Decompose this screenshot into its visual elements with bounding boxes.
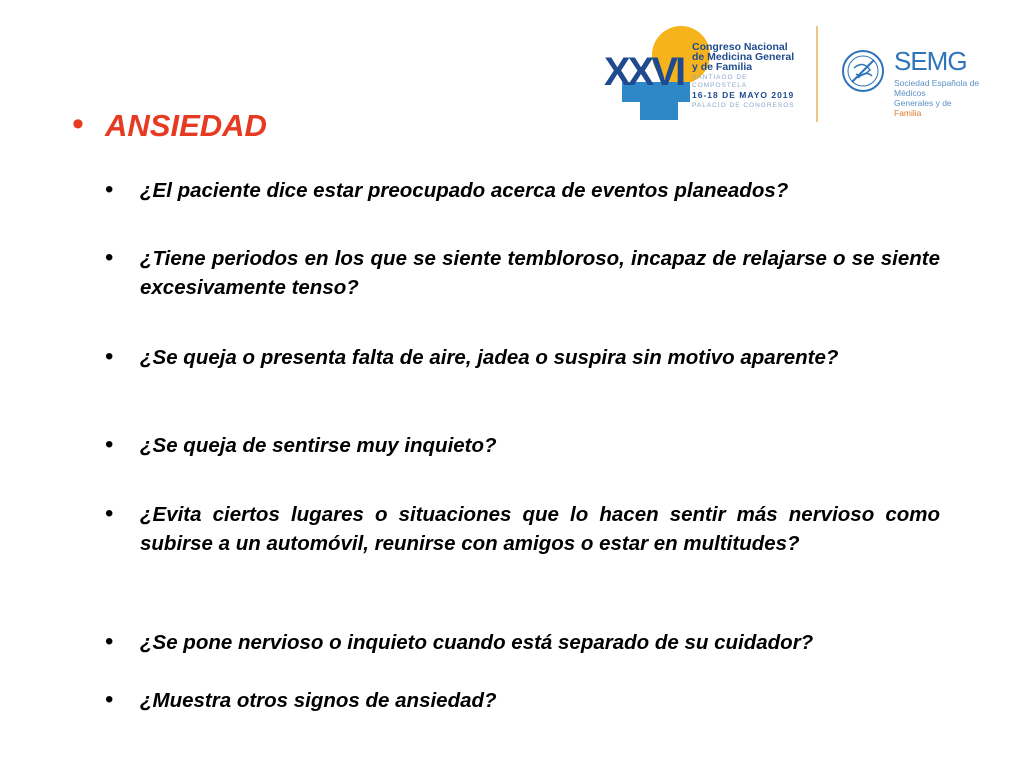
heading-bullet: • [72, 105, 84, 143]
list-item-text: ¿Tiene periodos en los que se siente tembloroso, incapaz de relajarse o se siente excesivamente tenso? [140, 247, 940, 299]
bullet: • [105, 176, 114, 203]
semg-logo [840, 46, 980, 118]
list-item-text: ¿El paciente dice estar preocupado acerca de eventos planeados? [140, 179, 789, 202]
congress-title-line: de Medicina General [692, 51, 795, 63]
header-logos [600, 20, 990, 130]
congress-title-line: y de Familia [692, 61, 753, 73]
section-heading: ANSIEDAD [105, 108, 267, 143]
caduceus-emblem-icon [840, 48, 886, 94]
bullet: • [105, 244, 114, 271]
semg-name: SEMG [894, 46, 967, 76]
list-item-text: ¿Se pone nervioso o inquieto cuando está separado de su cuidador? [140, 631, 814, 654]
bullet: • [105, 628, 114, 655]
congress-city: SANTIAGO DE COMPOSTELA [692, 74, 748, 89]
congress-dates: 16-18 DE MAYO 2019 [692, 90, 795, 100]
congress-logo [600, 20, 800, 130]
bullet: • [105, 431, 114, 458]
congress-numeral: XXVI [604, 50, 684, 94]
logo-block [640, 102, 678, 120]
congress-text [692, 42, 802, 110]
semg-subtitle [894, 78, 980, 118]
congress-title-line: Congreso Nacional [692, 41, 788, 53]
logo-divider [816, 26, 818, 122]
bullet: • [105, 686, 114, 713]
list-item-text: ¿Muestra otros signos de ansiedad? [140, 689, 497, 712]
list-item-text: ¿Se queja de sentirse muy inquieto? [140, 434, 497, 457]
congress-venue: PALACIO DE CONGRESOS [692, 102, 795, 109]
semg-subtitle-part: Generales y de [894, 98, 952, 108]
list-item-text: ¿Evita ciertos lugares o situaciones que lo hacen sentir más nervioso como subirse a un automóvil, reunirse con amigos o estar en multitudes? [140, 503, 940, 555]
semg-subtitle-line [894, 98, 980, 118]
bullet: • [105, 343, 114, 370]
semg-subtitle-familia: Familia [894, 108, 922, 118]
list-item-text: ¿Se queja o presenta falta de aire, jadea o suspira sin motivo aparente? [140, 346, 839, 369]
bullet: • [105, 500, 114, 527]
semg-subtitle-line: Sociedad Española de Médicos [894, 78, 980, 98]
